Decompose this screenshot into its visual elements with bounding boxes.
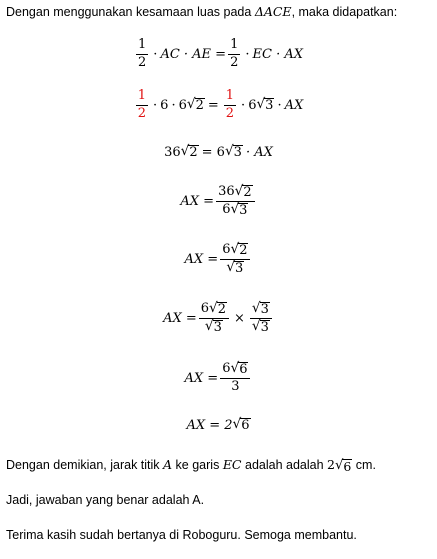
conclusion-line: Dengan demikian, jarak titik A ke garis EC adalah adalah 2 √ 6 cm. — [6, 457, 376, 474]
fraction-half-red: $\frac{1}{2}$ — [225, 88, 235, 121]
sqrt-2: √ 2 — [180, 143, 198, 161]
intro-text-before: Dengan menggunakan kesamaan luas pada — [6, 5, 252, 19]
fraction: 6 √ 6 3 — [220, 362, 250, 395]
fraction: 6 √ 2 √ 3 — [220, 243, 250, 276]
sqrt-6: √ 6 — [232, 416, 250, 434]
sqrt-2: √ 2 — [186, 96, 204, 114]
fraction-half-red: $\frac{1}{2}$ — [137, 88, 147, 121]
equation-step-4: AX = 36 √ 2 6 √ 3 — [0, 185, 437, 218]
fraction-half: $\frac{1}{2}$ — [138, 37, 147, 70]
conclusion-value: 2 √ 6 — [327, 457, 352, 474]
equation-step-2: $\frac{1}{2}$ · 6 · 6 √ 2 = $\frac{1}{2}$ · 6 √ 3 · AX — [137, 88, 304, 121]
fraction-half: $\frac{1}{2}$ — [230, 37, 239, 70]
equation-step-6: AX = 6 √ 2 √ 3 × √ 3 √ 3 — [0, 302, 437, 335]
equation-step-5: AX = 6 √ 2 √ 3 — [0, 243, 437, 276]
sqrt-3: √ 3 — [224, 143, 242, 161]
closing-line: Terima kasih sudah bertanya di Roboguru. Semoga membantu. — [6, 528, 357, 542]
step1-rhs: EC · AX — [252, 46, 303, 62]
intro-triangle: ΔACE — [254, 4, 292, 19]
equation-step-7: AX = 6 √ 6 3 — [0, 362, 437, 395]
equation-step-1: $\frac{1}{2}$ · AC · AE = $\frac{1}{2}$ · EC · AX — [138, 37, 303, 70]
step1-lhs: AC · AE = — [160, 46, 227, 62]
sqrt-3: √ 3 — [256, 96, 274, 114]
answer-line: Jadi, jawaban yang benar adalah A. — [6, 493, 205, 507]
fraction: 36 √ 2 6 √ 3 — [216, 185, 255, 218]
fraction: 6 √ 2 √ 3 — [199, 302, 229, 335]
intro-line — [6, 4, 397, 19]
fraction: √ 3 √ 3 — [250, 302, 272, 335]
equation-step-3: 36 √ 2 = 6 √ 3 · AX — [164, 143, 273, 161]
equation-step-8: AX = 2 √ 6 — [186, 416, 250, 434]
intro-text-after: , maka didapatkan: — [291, 5, 398, 19]
